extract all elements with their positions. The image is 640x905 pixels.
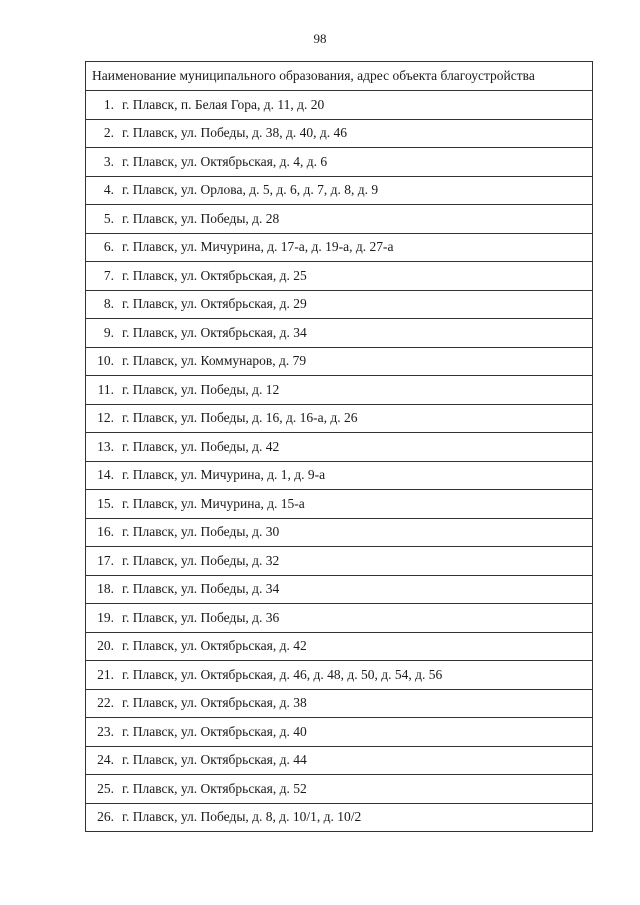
table-cell xyxy=(86,376,593,405)
table-cell xyxy=(86,91,593,120)
table-row xyxy=(86,233,593,262)
table-row xyxy=(86,91,593,120)
table-header: Наименование муниципального образования, адрес объекта благоустройства xyxy=(86,62,593,91)
row-number: 6. xyxy=(103,239,114,255)
row-number: 2. xyxy=(103,125,114,141)
table-row xyxy=(86,689,593,718)
row-address: г. Плавск, ул. Победы, д. 12 xyxy=(122,381,280,397)
row-address: г. Плавск, ул. Мичурина, д. 1, д. 9-а xyxy=(122,467,326,483)
row-address: г. Плавск, ул. Победы, д. 8, д. 10/1, д. 10/2 xyxy=(122,809,362,825)
table-cell xyxy=(86,632,593,661)
table-cell xyxy=(86,319,593,348)
row-number: 23. xyxy=(97,723,114,739)
table-cell xyxy=(86,604,593,633)
row-number: 5. xyxy=(103,210,114,226)
row-number: 7. xyxy=(103,267,114,283)
row-address: г. Плавск, ул. Октябрьская, д. 34 xyxy=(122,324,307,340)
page-number: 98 xyxy=(313,31,327,46)
table-row xyxy=(86,661,593,690)
row-number: 22. xyxy=(97,695,114,711)
row-address: г. Плавск, ул. Октябрьская, д. 4, д. 6 xyxy=(122,153,328,169)
table-row xyxy=(86,718,593,747)
table-cell xyxy=(86,290,593,319)
row-number: 14. xyxy=(97,467,114,483)
row-address: г. Плавск, ул. Октябрьская, д. 42 xyxy=(122,638,307,654)
row-address: г. Плавск, ул. Октябрьская, д. 46, д. 48, д. 50, д. 54, д. 56 xyxy=(122,666,443,682)
table-row xyxy=(86,290,593,319)
row-number: 18. xyxy=(97,581,114,597)
row-address: г. Плавск, ул. Мичурина, д. 17-а, д. 19-а, д. 27-а xyxy=(122,239,394,255)
row-number: 9. xyxy=(103,324,114,340)
table-body xyxy=(86,91,593,832)
row-address: г. Плавск, ул. Октябрьская, д. 38 xyxy=(122,695,307,711)
table-row xyxy=(86,404,593,433)
row-address: г. Плавск, ул. Победы, д. 42 xyxy=(122,438,280,454)
table-row xyxy=(86,176,593,205)
table-cell xyxy=(86,404,593,433)
row-address: г. Плавск, ул. Октябрьская, д. 40 xyxy=(122,723,307,739)
table-cell xyxy=(86,262,593,291)
table-cell xyxy=(86,746,593,775)
table-cell xyxy=(86,547,593,576)
table-row xyxy=(86,433,593,462)
table-cell xyxy=(86,661,593,690)
table-row xyxy=(86,205,593,234)
row-address: г. Плавск, ул. Победы, д. 28 xyxy=(122,210,280,226)
row-number: 16. xyxy=(97,524,114,540)
table-row xyxy=(86,604,593,633)
row-number: 15. xyxy=(97,495,114,511)
table-row xyxy=(86,632,593,661)
row-address: г. Плавск, ул. Коммунаров, д. 79 xyxy=(122,353,307,369)
table-row xyxy=(86,461,593,490)
row-address: г. Плавск, ул. Октябрьская, д. 29 xyxy=(122,296,307,312)
row-address: г. Плавск, ул. Победы, д. 38, д. 40, д. 46 xyxy=(122,125,348,141)
table-cell xyxy=(86,775,593,804)
row-number: 11. xyxy=(97,381,114,397)
row-number: 8. xyxy=(103,296,114,312)
row-number: 13. xyxy=(97,438,114,454)
table-row xyxy=(86,547,593,576)
row-address: г. Плавск, ул. Победы, д. 36 xyxy=(122,609,280,625)
row-number: 24. xyxy=(97,752,114,768)
table-row xyxy=(86,803,593,832)
row-number: 17. xyxy=(97,552,114,568)
row-address: г. Плавск, ул. Мичурина, д. 15-а xyxy=(122,495,305,511)
row-address: г. Плавск, ул. Победы, д. 32 xyxy=(122,552,280,568)
table-cell xyxy=(86,461,593,490)
table-cell xyxy=(86,148,593,177)
row-address: г. Плавск, ул. Октябрьская, д. 25 xyxy=(122,267,307,283)
table-cell xyxy=(86,233,593,262)
table-row xyxy=(86,262,593,291)
row-number: 26. xyxy=(97,809,114,825)
table-cell xyxy=(86,718,593,747)
row-address: г. Плавск, ул. Орлова, д. 5, д. 6, д. 7, д. 8, д. 9 xyxy=(122,182,379,198)
table-row xyxy=(86,376,593,405)
table-cell xyxy=(86,347,593,376)
table-row xyxy=(86,347,593,376)
row-number: 21. xyxy=(97,666,114,682)
row-address: г. Плавск, ул. Октябрьская, д. 44 xyxy=(122,752,307,768)
table-cell xyxy=(86,433,593,462)
table-row xyxy=(86,575,593,604)
row-number: 1. xyxy=(103,96,114,112)
address-table xyxy=(85,61,593,832)
table-header-row xyxy=(86,62,593,91)
row-number: 4. xyxy=(103,182,114,198)
table-cell xyxy=(86,803,593,832)
table-cell xyxy=(86,205,593,234)
table-row xyxy=(86,148,593,177)
table-cell xyxy=(86,689,593,718)
table-row xyxy=(86,518,593,547)
row-address: г. Плавск, ул. Октябрьская, д. 52 xyxy=(122,780,307,796)
table-cell xyxy=(86,490,593,519)
row-address: г. Плавск, ул. Победы, д. 16, д. 16-а, д. 26 xyxy=(122,410,358,426)
row-number: 20. xyxy=(97,638,114,654)
row-address: г. Плавск, ул. Победы, д. 34 xyxy=(122,581,280,597)
table-cell xyxy=(86,575,593,604)
row-address: г. Плавск, п. Белая Гора, д. 11, д. 20 xyxy=(122,96,325,112)
row-number: 12. xyxy=(97,410,114,426)
row-number: 25. xyxy=(97,780,114,796)
table-row xyxy=(86,775,593,804)
table-row xyxy=(86,490,593,519)
table-cell xyxy=(86,176,593,205)
table-cell xyxy=(86,518,593,547)
table-row xyxy=(86,119,593,148)
row-number: 3. xyxy=(103,153,114,169)
row-number: 19. xyxy=(97,609,114,625)
row-address: г. Плавск, ул. Победы, д. 30 xyxy=(122,524,280,540)
table-cell xyxy=(86,119,593,148)
table-row xyxy=(86,746,593,775)
table-row xyxy=(86,319,593,348)
row-number: 10. xyxy=(97,353,114,369)
